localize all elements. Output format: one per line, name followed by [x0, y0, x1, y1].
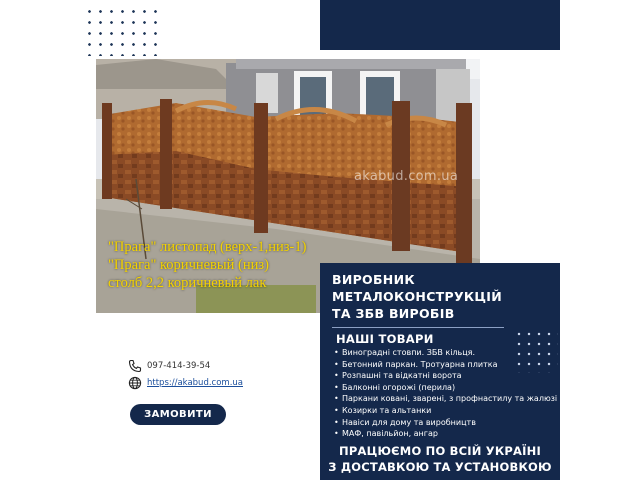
- list-item: • Розпашні та відкатні ворота: [334, 370, 557, 382]
- list-item: • МАФ, павільйон, ангар: [334, 428, 557, 440]
- slogan-line-1: ПРАЦЮЄМО ПО ВСІЙ УКРАЇНІ: [339, 444, 541, 458]
- slogan-line-2: З ДОСТАВКОЮ ТА УСТАНОВКОЮ: [328, 460, 552, 474]
- phone-icon: [128, 359, 142, 373]
- company-title: [332, 271, 502, 322]
- photo-caption-1: "Прага" листопад (верх-1,низ-1): [108, 239, 307, 255]
- list-item: • Бетонний паркан. Тротуарна плитка: [334, 359, 557, 371]
- phone-number[interactable]: 097-414-39-54: [147, 361, 211, 371]
- divider: [332, 327, 504, 328]
- list-item: • Балконні огорожі (перила): [334, 382, 557, 394]
- slogan: [320, 443, 560, 475]
- list-item: • Навіси для дому та виробництв: [334, 417, 557, 429]
- list-item: • Козирки та альтанки: [334, 405, 557, 417]
- company-title-line-1: ВИРОБНИК: [332, 272, 415, 287]
- website-link[interactable]: https://akabud.com.ua: [147, 378, 243, 388]
- header-navy-block: [320, 0, 560, 50]
- list-item: • Виноградні стовпи. ЗБВ кільця.: [334, 347, 557, 359]
- product-list: [334, 347, 557, 440]
- photo-caption-3: столб 2,2 коричневый лак: [108, 275, 267, 291]
- company-title-line-3: ТА ЗБВ ВИРОБІВ: [332, 306, 455, 321]
- decorative-dots: [84, 6, 164, 56]
- watermark-text: akabud.com.ua: [354, 169, 459, 184]
- phone-contact[interactable]: [128, 359, 210, 373]
- company-title-line-2: МЕТАЛОКОНСТРУКЦІЙ: [332, 289, 503, 304]
- photo-caption-2: "Прага" коричневый (низ): [108, 257, 269, 273]
- info-card: [320, 263, 560, 480]
- list-item: • Паркани ковані, зварені, з профнастилу та жалюзі: [334, 393, 557, 405]
- products-heading: НАШІ ТОВАРИ: [336, 332, 434, 346]
- website-contact[interactable]: [128, 376, 243, 390]
- globe-icon: [128, 376, 142, 390]
- order-button[interactable]: ЗАМОВИТИ: [130, 404, 226, 425]
